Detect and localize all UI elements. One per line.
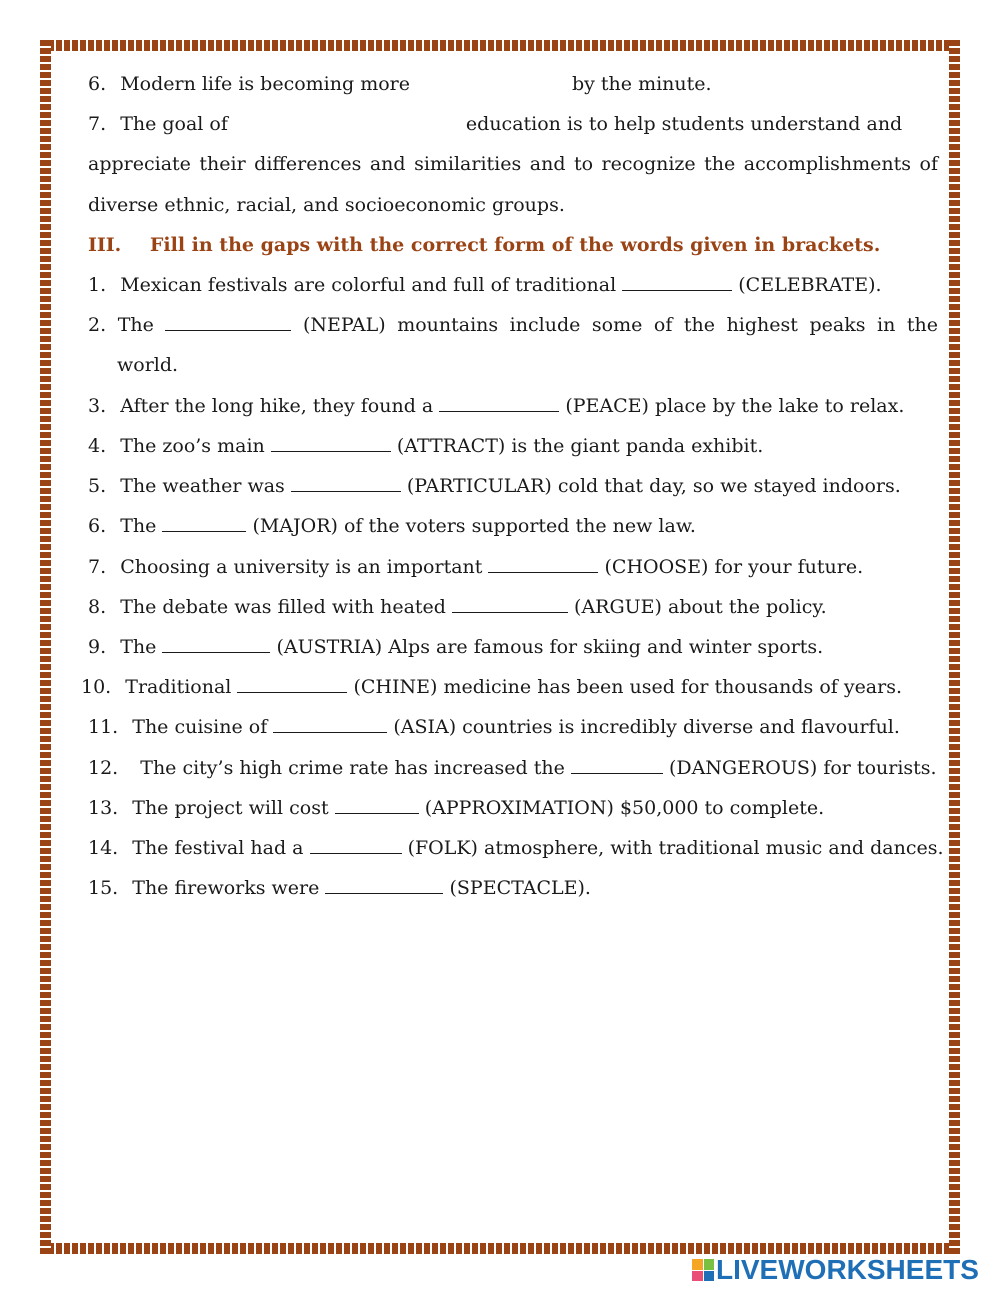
question-7 [88,555,863,579]
section-period: . [873,234,881,256]
continued-item-7-line-2: appreciate their differences and similarities and to recognize the accomplishments of [88,153,938,175]
logo-block [704,1271,715,1282]
item-text: (AUSTRIA) Alps are famous for skiing and winter sports. [276,636,824,658]
answer-gap[interactable] [410,89,572,90]
item-text: Traditional [125,676,232,698]
item-text: (SPECTACLE). [449,877,591,899]
logo-blocks-icon [692,1259,714,1281]
item-text: (ASIA) countries is incredibly diverse and flavourful. [393,716,900,738]
item-number: 8. [88,596,107,618]
item-text: The festival had a [132,837,304,859]
item-text: The [120,515,157,537]
item-number: 13. [88,797,119,819]
item-text: Choosing a university is an important [120,556,483,578]
question-10 [81,675,902,699]
answer-blank[interactable] [273,716,387,733]
item-text: (CHOOSE) for your future. [604,556,864,578]
answer-gap[interactable] [228,129,466,130]
item-text: (PEACE) place by the lake to relax. [565,395,905,417]
item-number: 7. [88,113,107,135]
item-text: The debate was filled with heated [120,596,446,618]
item-text: The city’s high crime rate has increased the [140,757,565,779]
question-1 [88,273,882,297]
item-number: 10. [81,676,112,698]
item-number: 11. [88,716,119,738]
item-text: (APPROXIMATION) $50,000 to complete. [424,797,825,819]
section-numeral: III. [88,234,122,256]
item-text: After the long hike, they found a [120,395,434,417]
logo-text: LIVEWORKSHEETS [716,1254,979,1285]
logo-block [692,1271,703,1282]
item-text: The fireworks were [132,877,320,899]
section-heading [88,233,880,257]
answer-blank[interactable] [162,515,246,532]
item-text: The cuisine of [132,716,268,738]
answer-blank[interactable] [237,676,347,693]
item-text: education is to help students understand and [465,113,903,135]
question-8 [88,595,827,619]
section-title: Fill in the gaps with the correct form of the words given in brackets [149,234,874,256]
logo-block [692,1259,703,1270]
item-number: 12. [88,757,119,779]
answer-blank[interactable] [165,314,291,331]
question-3 [88,394,904,418]
question-9 [88,635,823,659]
item-number: 1. [88,274,107,296]
item-number: 7. [88,556,107,578]
answer-blank[interactable] [162,636,270,653]
item-number: 4. [88,435,107,457]
item-text: (CHINE) medicine has been used for thousands of years. [353,676,903,698]
answer-blank[interactable] [571,757,663,774]
question-5 [88,474,901,498]
item-text: The goal of [120,113,228,135]
item-hint: (CELEBRATE). [738,274,882,296]
answer-blank[interactable] [452,596,568,613]
item-number: 15. [88,877,119,899]
answer-blank[interactable] [325,877,443,894]
item-text: The [117,314,154,336]
item-number: 2. [88,314,107,336]
question-14 [88,836,944,860]
continued-item-6 [88,72,712,96]
item-number: 6. [88,515,107,537]
item-number: 6. [88,73,107,95]
answer-blank[interactable] [622,274,732,291]
item-text: (ATTRACT) is the giant panda exhibit. [396,435,764,457]
answer-blank[interactable] [335,797,419,814]
answer-blank[interactable] [439,395,559,412]
answer-blank[interactable] [291,475,401,492]
question-12 [88,756,937,780]
continued-item-7 [88,112,902,136]
question-2-line-2: world. [117,354,179,376]
item-text: Modern life is becoming more [120,73,410,95]
item-hint: (NEPAL) [302,314,386,336]
item-number: 5. [88,475,107,497]
item-text: (DANGEROUS) for tourists. [668,757,937,779]
item-text: (ARGUE) about the policy. [574,596,827,618]
question-15 [88,876,591,900]
item-text: (MAJOR) of the voters supported the new law. [252,515,696,537]
item-text: (FOLK) atmosphere, with traditional music and dances. [407,837,944,859]
item-number: 3. [88,395,107,417]
question-2 [88,313,938,337]
item-text: by the minute. [571,73,712,95]
question-13 [88,796,824,820]
question-11 [88,715,900,739]
item-number: 14. [88,837,119,859]
question-6 [88,514,696,538]
continued-item-7-line-3: diverse ethnic, racial, and socioeconomic groups. [88,194,565,216]
item-number: 9. [88,636,107,658]
item-text: The weather was [120,475,285,497]
item-text: The zoo’s main [120,435,265,457]
item-text: The project will cost [132,797,329,819]
liveworksheets-logo[interactable] [692,1254,979,1286]
item-text: The [120,636,157,658]
answer-blank[interactable] [271,435,391,452]
answer-blank[interactable] [310,837,402,854]
item-text: (PARTICULAR) cold that day, so we stayed indoors. [406,475,901,497]
question-4 [88,434,763,458]
item-text: Mexican festivals are colorful and full of traditional [120,274,617,296]
item-text: mountains include some of the highest peaks in the [397,314,938,336]
answer-blank[interactable] [488,556,598,573]
logo-block [704,1259,715,1270]
